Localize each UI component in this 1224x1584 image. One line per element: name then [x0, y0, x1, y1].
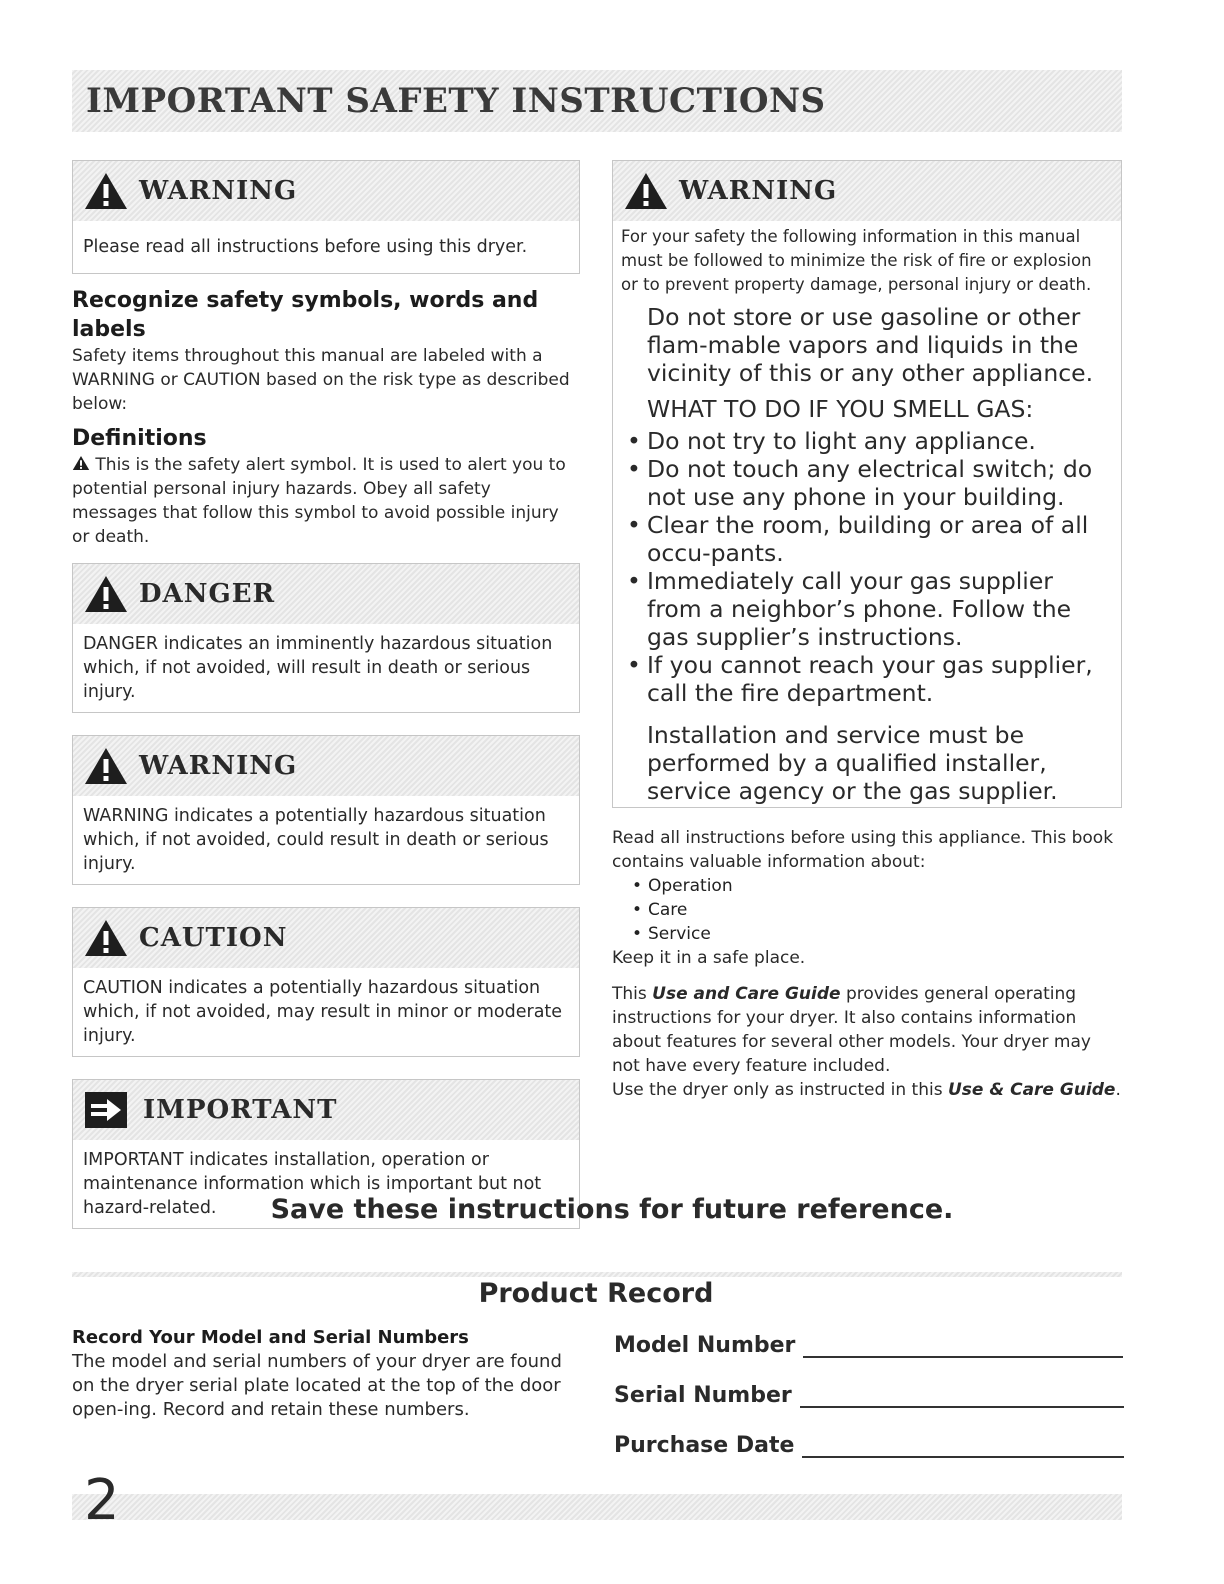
- topics-list: [630, 874, 1122, 946]
- manual-info: [612, 826, 1122, 1102]
- serial-number-field: [614, 1358, 1124, 1408]
- signal-word: IMPORTANT: [143, 1095, 338, 1125]
- list-item: • Service: [630, 922, 1122, 946]
- field-label: Model Number: [614, 1333, 796, 1358]
- list-item: • Operation: [630, 874, 1122, 898]
- list-item: • Immediately call your gas supplier from a neighbor’s phone. Follow the gas supplier’s instructions.: [621, 567, 1113, 651]
- model-number-line[interactable]: [803, 1330, 1123, 1358]
- warning-text: Please read all instructions before using this dryer.: [83, 237, 528, 257]
- footer-bar: [72, 1494, 1122, 1520]
- product-record-title: Product Record: [478, 1278, 714, 1309]
- important-header: [73, 1080, 579, 1140]
- gas-warning-header: [613, 161, 1121, 221]
- warning-header: [73, 161, 579, 221]
- guide-paragraph: [612, 982, 1122, 1078]
- installation-text: Installation and service must be performed by a qualified installer, service agency or the gas supplier.: [647, 721, 1058, 805]
- definitions-paragraph: [72, 453, 580, 549]
- caution-box: [72, 907, 580, 1057]
- gas-warning-box: [612, 160, 1122, 808]
- alert-triangle-icon: [83, 918, 129, 958]
- signal-word: WARNING: [679, 176, 838, 206]
- list-item: • If you cannot reach your gas supplier, call the fire department.: [621, 651, 1113, 707]
- purchase-date-line[interactable]: [802, 1430, 1124, 1458]
- section-header: [72, 70, 1122, 132]
- warning-definition-header: [73, 736, 579, 796]
- alert-triangle-icon: [623, 171, 669, 211]
- guide-text: Use the dryer only as instructed in this: [612, 1080, 948, 1100]
- signal-word: WARNING: [139, 176, 298, 206]
- right-column: [612, 160, 1122, 1102]
- keep-safe-text: Keep it in a safe place.: [612, 948, 806, 968]
- gas-instructions-list: [621, 427, 1113, 707]
- alert-triangle-icon: [83, 746, 129, 786]
- guide-title: Use & Care Guide: [947, 1080, 1116, 1100]
- field-label: Purchase Date: [614, 1433, 795, 1458]
- signal-word: DANGER: [139, 579, 276, 609]
- field-label: Serial Number: [614, 1383, 792, 1408]
- warning-box: [72, 160, 580, 274]
- recognize-heading: Recognize safety symbols, words and labels: [72, 288, 539, 342]
- signal-word: WARNING: [139, 751, 298, 781]
- guide-text: provides general operating instructions for your dryer. It also contains information about features for several other models. Your dryer may not have every feature included.: [612, 984, 1091, 1076]
- danger-header: [73, 564, 579, 624]
- divider: [72, 1272, 1122, 1277]
- save-instructions-text: Save these instructions for future reference.: [270, 1194, 954, 1225]
- definitions-heading: Definitions: [72, 426, 207, 451]
- warning-definition-text: WARNING indicates a potentially hazardous situation which, if not avoided, could result in death or serious injury.: [83, 806, 549, 874]
- read-all-text: Read all instructions before using this appliance. This book contains valuable information about:: [612, 828, 1114, 872]
- record-text: The model and serial numbers of your dryer are found on the dryer serial plate located at the top of the door open-ing. Record and retain these numbers.: [72, 1351, 562, 1420]
- guide-usage-paragraph: [612, 1078, 1122, 1102]
- arrow-right-icon: [83, 1090, 129, 1130]
- record-fields: [614, 1324, 1124, 1458]
- guide-title: Use and Care Guide: [652, 984, 841, 1004]
- record-heading: Record Your Model and Serial Numbers: [72, 1327, 469, 1348]
- left-column: [72, 160, 580, 1229]
- warning-intro: For your safety the following information in this manual must be followed to minimize the risk of fire or explosion or to prevent property damage, personal injury or death.: [621, 227, 1092, 294]
- recognize-text: Safety items throughout this manual are labeled with a WARNING or CAUTION based on the risk type as described below:: [72, 346, 570, 414]
- warning-definition-box: [72, 735, 580, 885]
- gas-storage-text: Do not store or use gasoline or other flam-mable vapors and liquids in the vicinity of this or any other appliance.: [647, 303, 1094, 387]
- definitions-text: This is the safety alert symbol. It is used to alert you to potential personal injury hazards. Obey all safety messages that follow this symbol to avoid possible injury or death.: [72, 455, 566, 547]
- purchase-date-field: [614, 1408, 1124, 1458]
- important-text: IMPORTANT indicates installation, operation or maintenance information which is important but not hazard-related.: [83, 1150, 542, 1218]
- list-item: • Care: [630, 898, 1122, 922]
- caution-text: CAUTION indicates a potentially hazardous situation which, if not avoided, may result in minor or moderate injury.: [83, 978, 563, 1046]
- caution-header: [73, 908, 579, 968]
- list-item: • Clear the room, building or area of all occu-pants.: [621, 511, 1113, 567]
- page-title: IMPORTANT SAFETY INSTRUCTIONS: [86, 81, 826, 121]
- list-item: • Do not touch any electrical switch; do not use any phone in your building.: [621, 455, 1113, 511]
- model-number-field: [614, 1324, 1124, 1358]
- record-instructions: [72, 1326, 582, 1422]
- danger-text: DANGER indicates an imminently hazardous situation which, if not avoided, will result in death or serious injury.: [83, 634, 553, 702]
- guide-text: .: [1115, 1080, 1121, 1100]
- page-number: 2: [84, 1468, 120, 1533]
- signal-word: CAUTION: [139, 923, 288, 953]
- guide-text: This: [612, 984, 653, 1004]
- danger-box: [72, 563, 580, 713]
- alert-triangle-icon: [72, 455, 90, 471]
- list-item: • Do not try to light any appliance.: [621, 427, 1113, 455]
- alert-triangle-icon: [83, 574, 129, 614]
- alert-triangle-icon: [83, 171, 129, 211]
- smell-gas-heading: WHAT TO DO IF YOU SMELL GAS:: [647, 395, 1034, 423]
- serial-number-line[interactable]: [800, 1380, 1124, 1408]
